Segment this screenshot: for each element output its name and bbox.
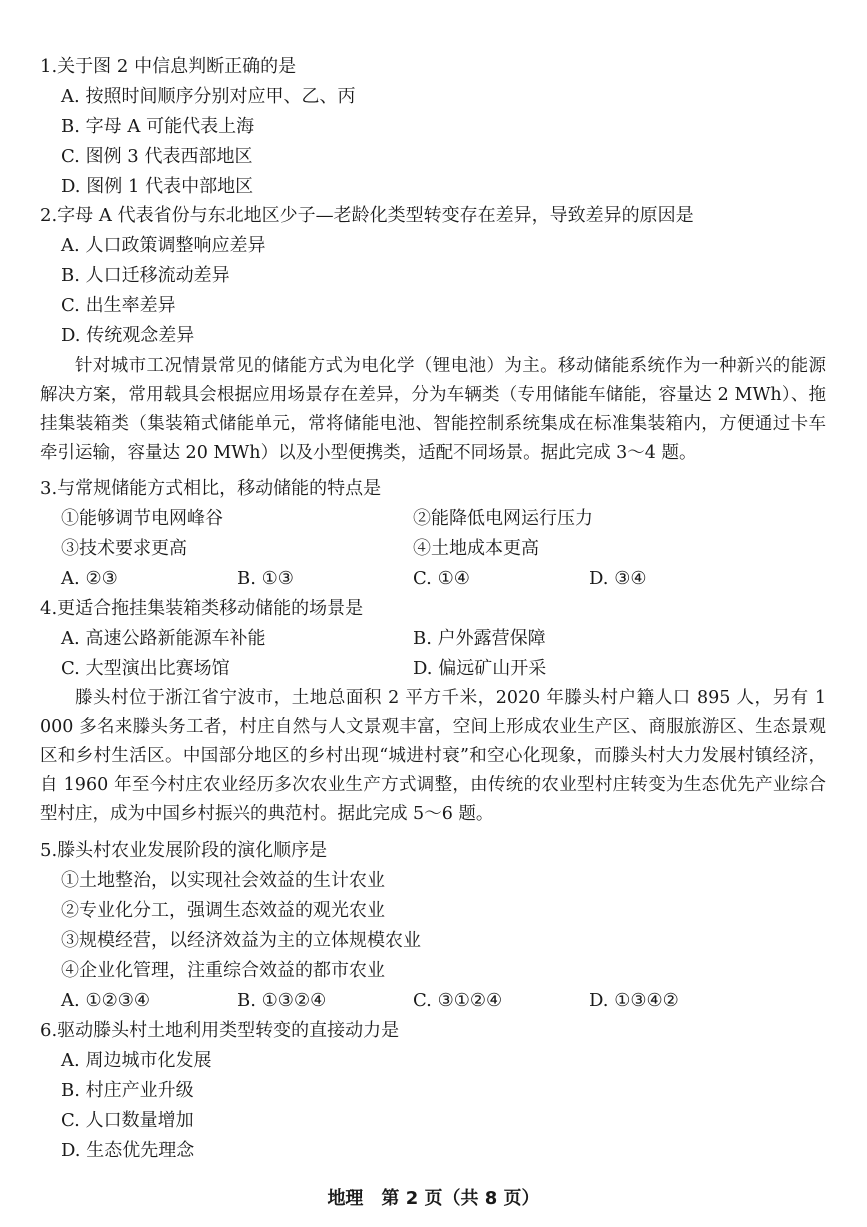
question-3-item-3: ③技术要求更高 [61, 538, 187, 559]
question-3-option-d: D. ③④ [589, 568, 647, 589]
question-3-item-1: ①能够调节电网峰谷 [61, 508, 223, 529]
question-1-option-b: B. 字母 A 可能代表上海 [61, 116, 255, 137]
question-6-stem: 6.驱动滕头村土地利用类型转变的直接动力是 [40, 1020, 400, 1041]
question-3-options [61, 568, 821, 590]
question-3-item-4: ④土地成本更高 [413, 538, 539, 559]
question-4-option-c: C. 大型演出比赛场馆 [61, 658, 230, 679]
passage-tengtou-village: 滕头村位于浙江省宁波市，土地总面积 2 平方千米，2020 年滕头村户籍人口 895 人，另有 1 000 多名来滕头务工者，村庄自然与人文景观丰富，空间上形成农业生产区、商服旅游区、生态景观区和乡村生活区。中国部分地区的乡村出现“城进村衰”和空心化现象，而滕头村大力发展村镇经济，自 1960 年至今村庄农业经历多次农业生产方式调整，由传统的农业型村庄转变为生态优先产业综合型村庄，成为中国乡村振兴的典范村。据此完成 5～6 题。 [40, 688, 826, 824]
question-2-option-b: B. 人口迁移流动差异 [61, 265, 230, 286]
question-3-option-b: B. ①③ [237, 568, 294, 589]
question-2-option-d: D. 传统观念差异 [61, 325, 195, 346]
question-3-item-2: ②能降低电网运行压力 [413, 508, 593, 529]
question-3-items-row-2 [61, 538, 821, 560]
question-4-option-b: B. 户外露营保障 [413, 628, 546, 649]
question-1-stem: 1.关于图 2 中信息判断正确的是 [40, 56, 297, 77]
question-3-items-row-1 [61, 508, 821, 530]
question-5-item-2: ②专业化分工，强调生态效益的观光农业 [61, 900, 385, 921]
question-5-item-4: ④企业化管理，注重综合效益的都市农业 [61, 960, 385, 981]
question-5-option-a: A. ①②③④ [61, 990, 150, 1011]
question-1-option-d: D. 图例 1 代表中部地区 [61, 176, 254, 197]
question-4-option-a: A. 高速公路新能源车补能 [61, 628, 266, 649]
question-5-option-b: B. ①③②④ [237, 990, 327, 1011]
question-3-option-a: A. ②③ [61, 568, 118, 589]
question-4-options-row-1 [61, 628, 821, 650]
question-4-option-d: D. 偏远矿山开采 [413, 658, 547, 679]
question-3-stem: 3.与常规储能方式相比，移动储能的特点是 [40, 478, 382, 499]
question-5-option-d: D. ①③④② [589, 990, 679, 1011]
passage-energy-storage: 针对城市工况情景常见的储能方式为电化学（锂电池）为主。移动储能系统作为一种新兴的能源解决方案，常用载具会根据应用场景存在差异，分为车辆类（专用储能车储能，容量达 2 MWh）、拖挂集装箱类（集装箱式储能单元，常将储能电池、智能控制系统集成在标准集装箱内，方便通过卡车牵引运输，容量达 20 MWh）以及小型便携类，适配不同场景。据此完成 3～4 题。 [40, 356, 826, 463]
question-6-option-b: B. 村庄产业升级 [61, 1080, 194, 1101]
question-6-option-c: C. 人口数量增加 [61, 1110, 194, 1131]
question-2-option-c: C. 出生率差异 [61, 295, 176, 316]
question-2-stem: 2.字母 A 代表省份与东北地区少子—老龄化类型转变存在差异，导致差异的原因是 [40, 205, 694, 226]
question-4-options-row-2 [61, 658, 821, 680]
question-1-option-c: C. 图例 3 代表西部地区 [61, 146, 253, 167]
question-6-option-d: D. 生态优先理念 [61, 1140, 195, 1161]
question-5-stem: 5.滕头村农业发展阶段的演化顺序是 [40, 840, 328, 861]
question-4-stem: 4.更适合拖挂集装箱类移动储能的场景是 [40, 598, 364, 619]
question-2-option-a: A. 人口政策调整响应差异 [61, 235, 266, 256]
question-6-option-a: A. 周边城市化发展 [61, 1050, 212, 1071]
question-5-item-1: ①土地整治，以实现社会效益的生计农业 [61, 870, 385, 891]
question-5-item-3: ③规模经营，以经济效益为主的立体规模农业 [61, 930, 421, 951]
question-3-option-c: C. ①④ [413, 568, 470, 589]
question-1-option-a: A. 按照时间顺序分别对应甲、乙、丙 [61, 86, 356, 107]
page-footer: 地理 第 2 页（共 8 页） [327, 1188, 540, 1209]
question-5-options [61, 990, 821, 1012]
question-5-option-c: C. ③①②④ [413, 990, 503, 1011]
